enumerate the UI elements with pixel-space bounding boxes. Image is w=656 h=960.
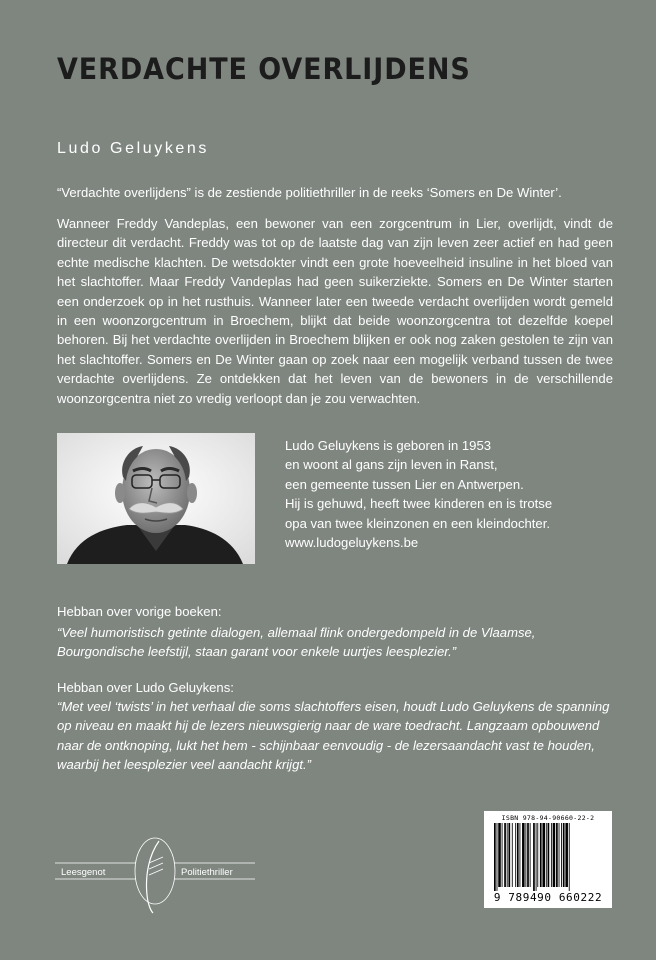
bio-line: en woont al gans zijn leven in Ranst, bbox=[285, 457, 498, 473]
barcode-bar bbox=[542, 823, 545, 887]
blurb-intro: “Verdachte overlijdens” is de zestiende politiethriller in de reeks ‘Somers en De Winter’. bbox=[57, 185, 562, 200]
author-photo bbox=[57, 433, 255, 564]
barcode-bar bbox=[565, 823, 568, 887]
publisher-series: Politiethriller bbox=[181, 867, 233, 878]
review-quote-author: “Met veel ‘twists’ in het verhaal die soms slachtoffers eisen, houdt Ludo Geluykens de spanning op niveau en maakt hij de lezers nieuwsgierig naar de ware toedracht. Langzaam opbouwend naar de ontknoping, lukt het hem - schijnbaar eenvoudig - de lezersaandacht vast te houden, waarbij het leesplezier veel aandacht krijgt.” bbox=[57, 699, 610, 773]
barcode-bar bbox=[512, 823, 513, 887]
barcode-bar bbox=[537, 823, 538, 887]
barcode-bar bbox=[504, 823, 506, 887]
bio-line: een gemeente tussen Lier en Antwerpen. bbox=[285, 476, 524, 492]
barcode-bar bbox=[507, 823, 508, 887]
barcode-bar bbox=[540, 823, 542, 887]
blurb-summary: Wanneer Freddy Vandeplas, een bewoner van een zorgcentrum in Lier, overlijdt, vindt de directeur dit verdacht. Freddy was tot op de laatste dag van zijn leven zeer actief en had geen echte medische klachten. De wetsdokter vindt een grote hoeveelheid insuline in het bloed van het slachtoffer. Maar Freddy Vandeplas had geen suikerziekte. Somers en De Winter starten een onderzoek op in het rusthuis. Wanneer later een tweede verdacht overlijden wordt gemeld in een woonzorgcentrum in Broechem, blijkt dat beide woonzorgcentra tot dezelfde koepel behoren. Bij het verdachte overlijden in Broechem blijken er ook nog zaken gestolen te zijn van het slachtoffer. Somers en De Winter gaan op zoek naar een mogelijk verband tussen de twee verdachte overlijdens. Ze ontdekken dat het leven van de bewoners in de verschillende woonzorgcentra niet zo vredig verloopt dan je zou verwachten. bbox=[57, 216, 613, 406]
barcode-bar bbox=[548, 823, 550, 887]
barcode-bar bbox=[508, 823, 510, 887]
bio-line: opa van twee kleinzonen en een kleindochter. bbox=[285, 515, 550, 531]
book-title: VERDACHTE OVERLIJDENS bbox=[57, 52, 471, 86]
author-website: www.ludogeluykens.be bbox=[285, 535, 419, 551]
author-name: Ludo Geluykens bbox=[57, 140, 210, 157]
barcode-bar bbox=[497, 823, 498, 891]
barcode-bar bbox=[515, 823, 516, 887]
barcode-bar bbox=[527, 823, 529, 887]
publisher-name: Leesgenot bbox=[61, 867, 106, 878]
barcode-bar bbox=[517, 823, 519, 887]
barcode-bar bbox=[530, 823, 531, 887]
barcode-bar bbox=[546, 823, 547, 887]
bio-line: Ludo Geluykens is geboren in 1953 bbox=[285, 438, 492, 453]
barcode-bar bbox=[533, 823, 535, 891]
review-label-previous-books: Hebban over vorige boeken: bbox=[57, 604, 222, 619]
barcode-bar bbox=[551, 823, 552, 887]
author-portrait-image bbox=[57, 433, 255, 564]
barcode-bar bbox=[536, 823, 537, 891]
review-quote-previous-books: “Veel humoristisch getinte dialogen, allemaal flink ondergedompeld in de Vlaamse, Bourgondische leefstijl, staan garant voor enkele uurtjes leesplezier.” bbox=[57, 625, 536, 660]
barcode-bar bbox=[525, 823, 526, 887]
review-label-author: Hebban over Ludo Geluykens: bbox=[57, 680, 234, 695]
author-bio bbox=[285, 436, 615, 552]
barcode-bar bbox=[494, 823, 496, 891]
barcode-bar bbox=[502, 823, 503, 887]
barcode-bar bbox=[569, 823, 570, 891]
isbn-label: ISBN 978-94-90660-22-2 bbox=[501, 814, 595, 822]
barcode-bar bbox=[553, 823, 556, 887]
barcode-digits: 9 789490 660222 bbox=[493, 891, 603, 904]
barcode-bar bbox=[563, 823, 565, 887]
isbn-barcode bbox=[484, 811, 612, 908]
barcode-bar bbox=[522, 823, 525, 887]
barcode-bar bbox=[561, 823, 562, 887]
barcode-bar bbox=[498, 823, 501, 887]
bio-line: Hij is gehuwd, heeft twee kinderen en is trotse bbox=[285, 496, 553, 512]
barcode-bar bbox=[559, 823, 560, 887]
barcode-bar bbox=[520, 823, 521, 887]
publisher-logo bbox=[55, 835, 255, 917]
barcode-bar bbox=[556, 823, 558, 887]
